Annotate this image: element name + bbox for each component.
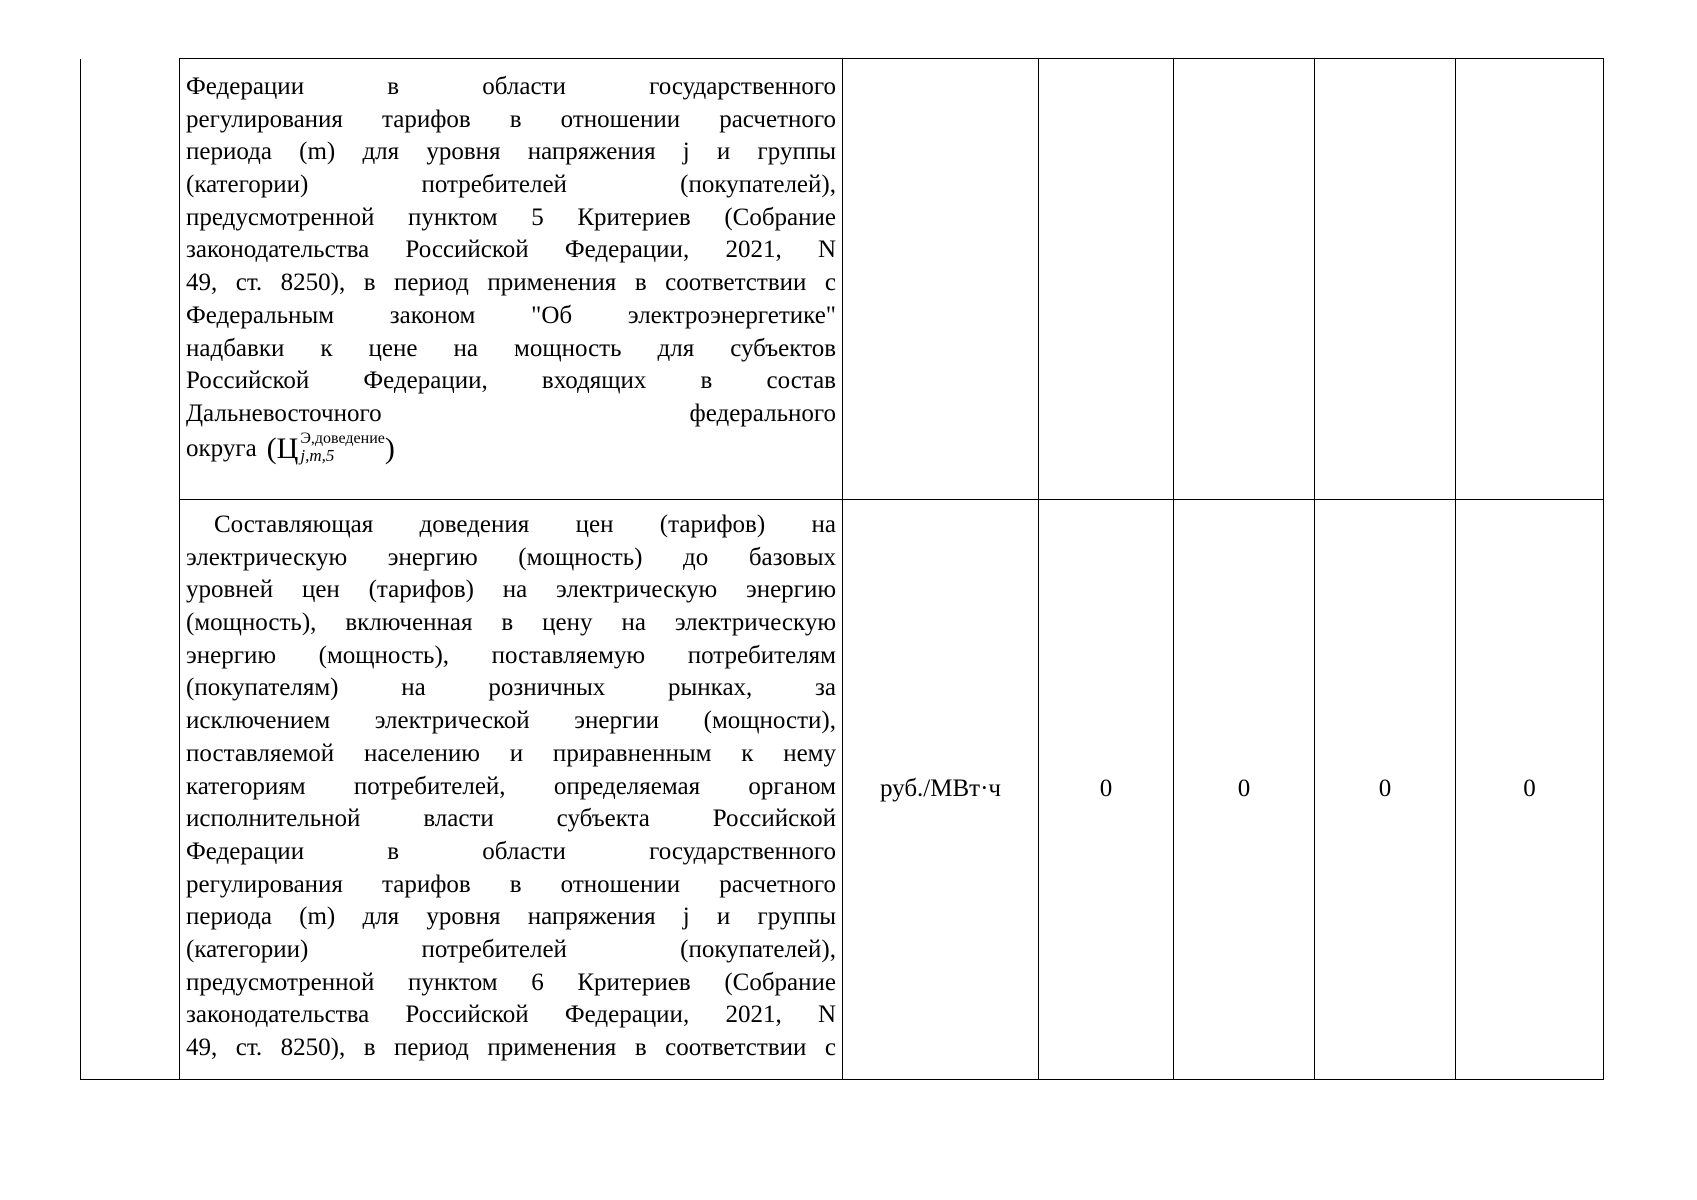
- text-line: электрическую энергию (мощность) до базовых: [186, 543, 836, 571]
- text-line: регулирования тарифов в отношении расчетного: [186, 870, 836, 898]
- description-cell: [180, 59, 843, 500]
- text-line: Федерации в области государственного: [186, 73, 836, 100]
- text-line: категориям потребителей, определяемая органом: [186, 772, 836, 800]
- price-formula: ( Ц Э,доведение j,m,5 ): [266, 429, 395, 465]
- description-cell: [180, 500, 843, 1080]
- text-line: Составляющая доведения цен (тарифов) на: [214, 511, 836, 538]
- description-text: [186, 509, 836, 1065]
- text-line: Дальневосточного федерального: [186, 399, 836, 427]
- value-cell: [1315, 59, 1456, 500]
- formula-prefix: округа: [186, 434, 257, 462]
- text-line: периода (m) для уровня напряжения j и группы: [186, 138, 836, 166]
- table-row: [81, 500, 1604, 1080]
- text-line: предусмотренной пунктом 5 Критериев (Собрание: [186, 203, 836, 231]
- text-line: регулирования тарифов в отношении расчетного: [186, 105, 836, 133]
- formula-subscript: j,m,5: [300, 445, 335, 465]
- unit-cell: [843, 59, 1039, 500]
- value-cell: 0: [1174, 500, 1315, 1080]
- text-line: исполнительной власти субъекта Российской: [186, 805, 836, 833]
- value-cell: 0: [1315, 500, 1456, 1080]
- text-line: предусмотренной пунктом 6 Критериев (Собрание: [186, 968, 836, 996]
- text-line: (покупателям) на розничных рынках, за: [186, 674, 836, 702]
- text-line: Федеральным законом "Об электроэнергетике": [186, 301, 836, 329]
- value-cell: [1174, 59, 1315, 500]
- tariff-table: [80, 58, 1604, 1080]
- text-line: исключением электрической энергии (мощности),: [186, 707, 836, 735]
- text-line: Федерации в области государственного: [186, 837, 836, 865]
- text-line: уровней цен (тарифов) на электрическую энергию: [186, 576, 836, 604]
- text-line: 49, ст. 8250), в период применения в соответствии с: [186, 269, 836, 297]
- text-line: (мощность), включенная в цену на электрическую: [186, 609, 836, 637]
- text-line: законодательства Российской Федерации, 2021, N: [186, 1001, 836, 1029]
- value-cell: 0: [1039, 500, 1174, 1080]
- text-line: Российской Федерации, входящих в состав: [186, 367, 836, 395]
- value-cell: 0: [1456, 500, 1604, 1080]
- unit-cell: руб./МВт·ч: [843, 500, 1039, 1080]
- value-cell: [1456, 59, 1604, 500]
- formula-symbol: Ц: [276, 431, 299, 465]
- text-line: 49, ст. 8250), в период применения в соответствии с: [186, 1034, 836, 1061]
- text-line: поставляемой населению и приравненным к нему: [186, 739, 836, 767]
- text-line: периода (m) для уровня напряжения j и группы: [186, 903, 836, 931]
- table-row: [81, 59, 1604, 500]
- formula-line: [186, 429, 836, 466]
- value-cell: [1039, 59, 1174, 500]
- text-line: законодательства Российской Федерации, 2021, N: [186, 236, 836, 264]
- text-line: (категории) потребителей (покупателей),: [186, 171, 836, 199]
- text-line: (категории) потребителей (покупателей),: [186, 935, 836, 963]
- row-number-cell: [81, 59, 180, 1080]
- text-line: энергию (мощность), поставляемую потребителям: [186, 641, 836, 669]
- description-text: [186, 71, 836, 431]
- formula-superscript: Э,доведение: [300, 429, 385, 447]
- text-line: надбавки к цене на мощность для субъектов: [186, 334, 836, 362]
